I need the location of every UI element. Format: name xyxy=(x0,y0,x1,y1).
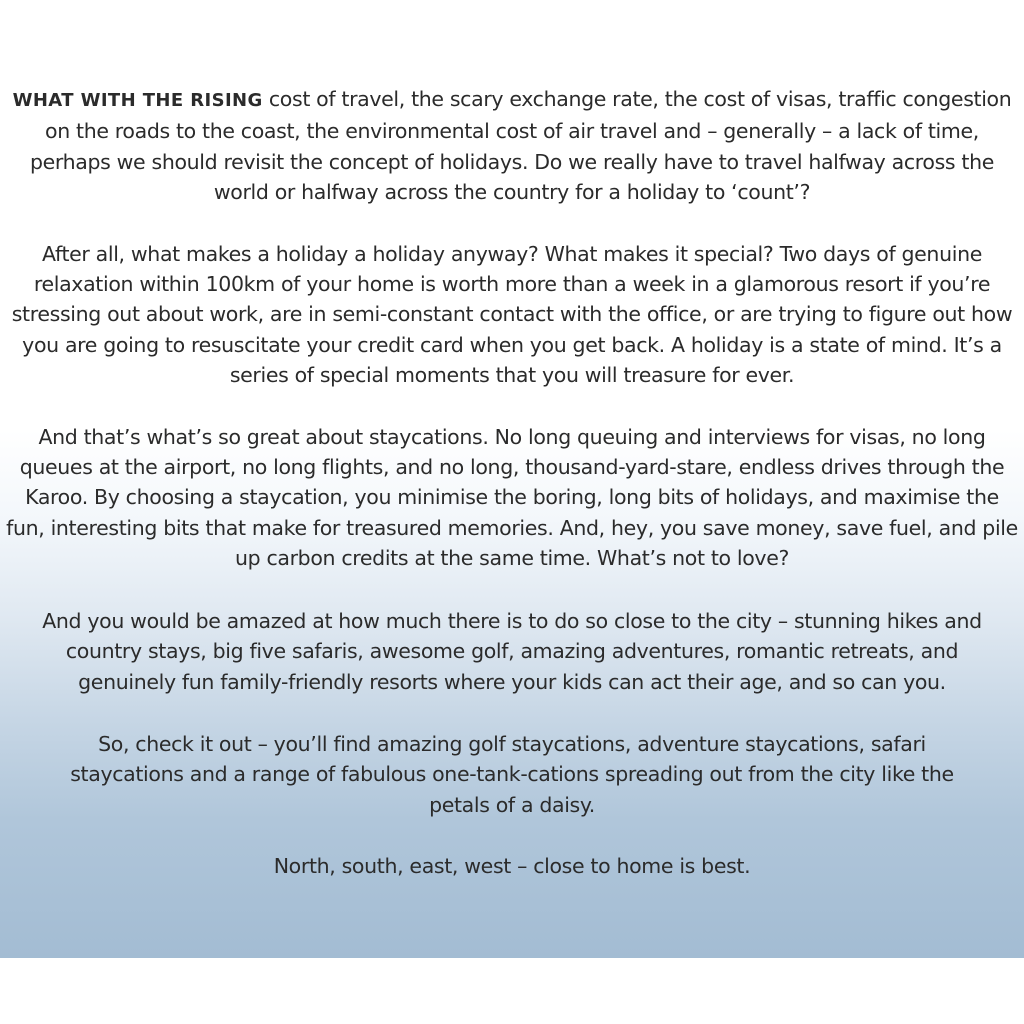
paragraph-4: And you would be amazed at how much there is to do so close to the city – stunning hikes and country stays, big five safaris, awesome golf, amazing adventures, romantic retreats, and genuinely fun family-friendly resorts where your kids can act their age, and so can you. xyxy=(42,608,982,694)
article-body xyxy=(0,84,1024,882)
closing-line: North, south, east, west – close to home is best. xyxy=(273,854,751,879)
paragraph-1 xyxy=(0,84,1024,208)
paragraph-2: After all, what makes a holiday a holiday anyway? What makes it special? Two days of genuine relaxation within 100km of your home is worth more than a week in a glamorous resort if you’re stressing out about work, are in semi-constant contact with the office, or are trying to figure out how you are going to resuscitate your credit card when you get back. A holiday is a state of mind. It’s a series of special moments that you will treasure for ever. xyxy=(11,241,1013,388)
bottom-margin xyxy=(0,958,1024,1024)
paragraph-5: So, check it out – you’ll find amazing golf staycations, adventure staycations, safari staycations and a range of fabulous one-tank-cations spreading out from the city like the petals of a daisy. xyxy=(70,731,954,817)
paragraph-3: And that’s what’s so great about staycations. No long queuing and interviews for visas, no long queues at the airport, no long flights, and no long, thousand-yard-stare, endless drives through the Karoo. By choosing a staycation, you minimise the boring, long bits of holidays, and maximise the fun, interesting bits that make for treasured memories. And, hey, you save money, save fuel, and pile up carbon credits at the same time. What’s not to love? xyxy=(6,424,1018,571)
paragraph-1-text: cost of travel, the scary exchange rate, the cost of visas, traffic congestion on the roads to the coast, the environmental cost of air travel and – generally – a lack of time, perhaps we should revisit the concept of holidays. Do we really have to travel halfway across the world or halfway across the country for a holiday to ‘count’? xyxy=(29,87,1012,205)
lead-in-caps: WHAT WITH THE RISING xyxy=(12,90,263,111)
